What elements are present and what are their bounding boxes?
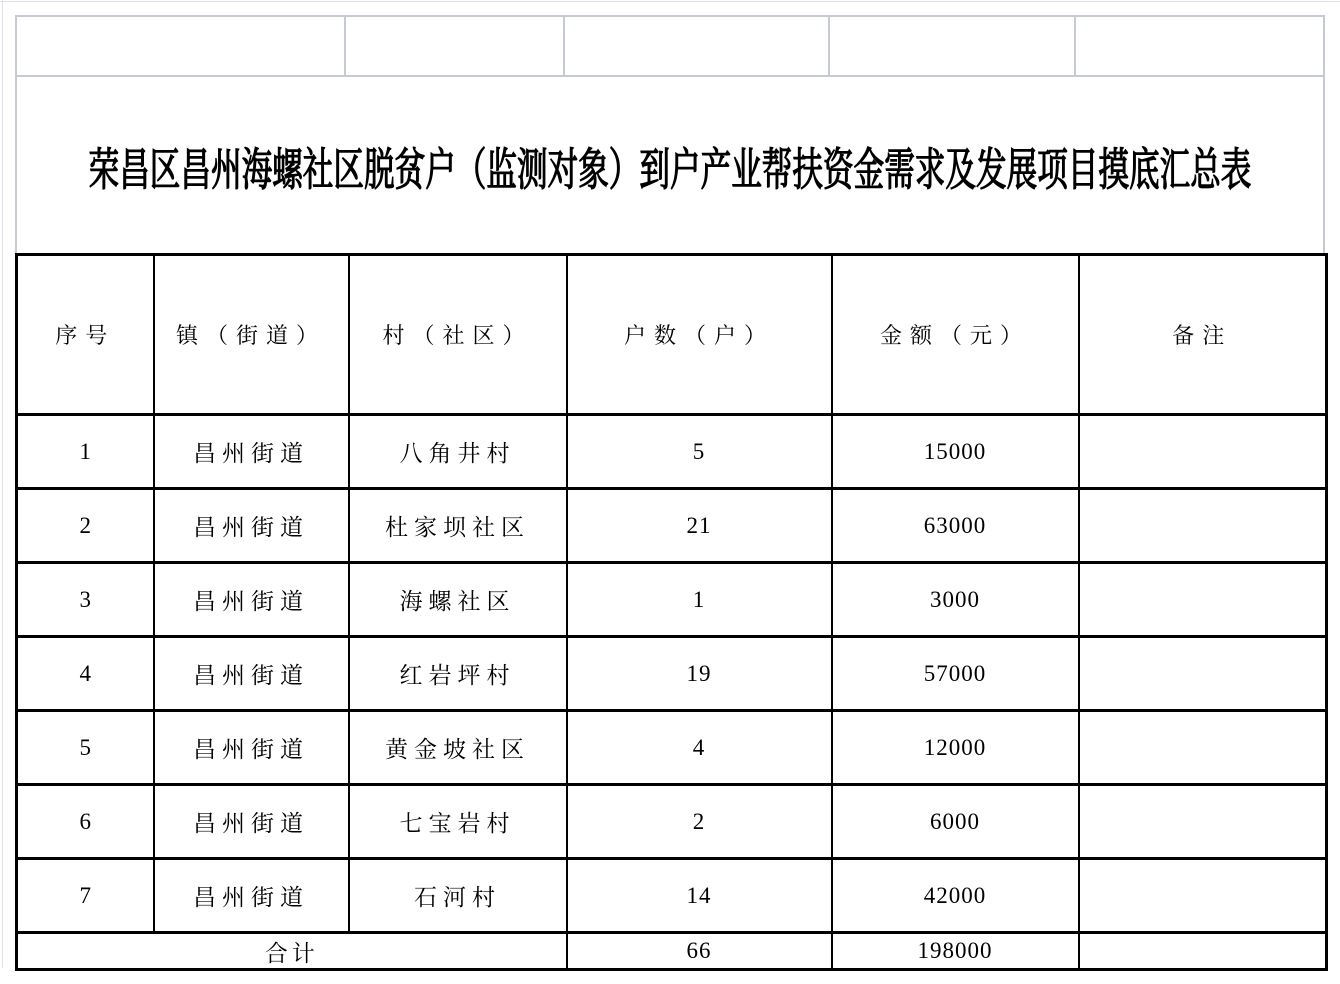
table-row <box>17 489 1327 563</box>
header-row <box>17 255 1327 415</box>
header-town[interactable]: 镇（街道） <box>154 255 349 415</box>
town-cell[interactable]: 昌州街道 <box>154 489 349 563</box>
seq-cell[interactable]: 5 <box>17 711 154 785</box>
note-cell[interactable] <box>1079 489 1327 563</box>
header-seq[interactable]: 序号 <box>17 255 154 415</box>
header-households[interactable]: 户数（户） <box>567 255 832 415</box>
households-cell[interactable]: 2 <box>567 785 832 859</box>
header-amount[interactable]: 金额（元） <box>832 255 1079 415</box>
town-cell[interactable]: 昌州街道 <box>154 859 349 933</box>
seq-cell[interactable]: 4 <box>17 637 154 711</box>
households-cell[interactable]: 21 <box>567 489 832 563</box>
table-row <box>17 637 1327 711</box>
town-cell[interactable]: 昌州街道 <box>154 415 349 489</box>
seq-cell[interactable]: 2 <box>17 489 154 563</box>
village-cell[interactable]: 杜家坝社区 <box>349 489 567 563</box>
table-row <box>17 785 1327 859</box>
total-households-cell[interactable]: 66 <box>567 933 832 970</box>
village-cell[interactable]: 红岩坪村 <box>349 637 567 711</box>
table-row <box>17 711 1327 785</box>
seq-cell[interactable]: 6 <box>17 785 154 859</box>
amount-cell[interactable]: 42000 <box>832 859 1079 933</box>
seq-cell[interactable]: 3 <box>17 563 154 637</box>
header-village[interactable]: 村（社区） <box>349 255 567 415</box>
note-cell[interactable] <box>1079 563 1327 637</box>
village-cell[interactable]: 海螺社区 <box>349 563 567 637</box>
amount-cell[interactable]: 15000 <box>832 415 1079 489</box>
households-cell[interactable]: 4 <box>567 711 832 785</box>
seq-cell[interactable]: 7 <box>17 859 154 933</box>
title-cell[interactable] <box>15 75 1325 253</box>
town-cell[interactable]: 昌州街道 <box>154 785 349 859</box>
note-cell[interactable] <box>1079 785 1327 859</box>
page-edge-gridline-horizontal <box>0 1 1340 2</box>
empty-cell[interactable] <box>1076 17 1323 75</box>
note-cell[interactable] <box>1079 859 1327 933</box>
note-cell[interactable] <box>1079 711 1327 785</box>
empty-cell[interactable] <box>830 17 1076 75</box>
page-edge-gridline-vertical <box>2 0 3 968</box>
amount-cell[interactable]: 57000 <box>832 637 1079 711</box>
village-cell[interactable]: 黄金坡社区 <box>349 711 567 785</box>
village-cell[interactable]: 石河村 <box>349 859 567 933</box>
amount-cell[interactable]: 6000 <box>832 785 1079 859</box>
summary-table <box>15 253 1328 971</box>
note-cell[interactable] <box>1079 637 1327 711</box>
total-note-cell[interactable] <box>1079 933 1327 970</box>
table-row <box>17 415 1327 489</box>
town-cell[interactable]: 昌州街道 <box>154 637 349 711</box>
total-amount-cell[interactable]: 198000 <box>832 933 1079 970</box>
households-cell[interactable]: 1 <box>567 563 832 637</box>
table-body <box>17 415 1327 933</box>
total-label-cell[interactable]: 合计 <box>17 933 567 970</box>
empty-cell[interactable] <box>565 17 829 75</box>
table-row <box>17 859 1327 933</box>
empty-cell[interactable] <box>17 17 346 75</box>
households-cell[interactable]: 19 <box>567 637 832 711</box>
total-row <box>17 933 1327 970</box>
households-cell[interactable]: 14 <box>567 859 832 933</box>
town-cell[interactable]: 昌州街道 <box>154 563 349 637</box>
village-cell[interactable]: 八角井村 <box>349 415 567 489</box>
households-cell[interactable]: 5 <box>567 415 832 489</box>
page-title: 荣昌区昌州海螺社区脱贫户（监测对象）到户产业帮扶资金需求及发展项目摸底汇总表 <box>88 144 1252 195</box>
amount-cell[interactable]: 63000 <box>832 489 1079 563</box>
table-row <box>17 563 1327 637</box>
town-cell[interactable]: 昌州街道 <box>154 711 349 785</box>
seq-cell[interactable]: 1 <box>17 415 154 489</box>
empty-cell[interactable] <box>346 17 565 75</box>
header-note[interactable]: 备注 <box>1079 255 1327 415</box>
note-cell[interactable] <box>1079 415 1327 489</box>
empty-spreadsheet-row <box>15 15 1325 75</box>
village-cell[interactable]: 七宝岩村 <box>349 785 567 859</box>
amount-cell[interactable]: 12000 <box>832 711 1079 785</box>
amount-cell[interactable]: 3000 <box>832 563 1079 637</box>
